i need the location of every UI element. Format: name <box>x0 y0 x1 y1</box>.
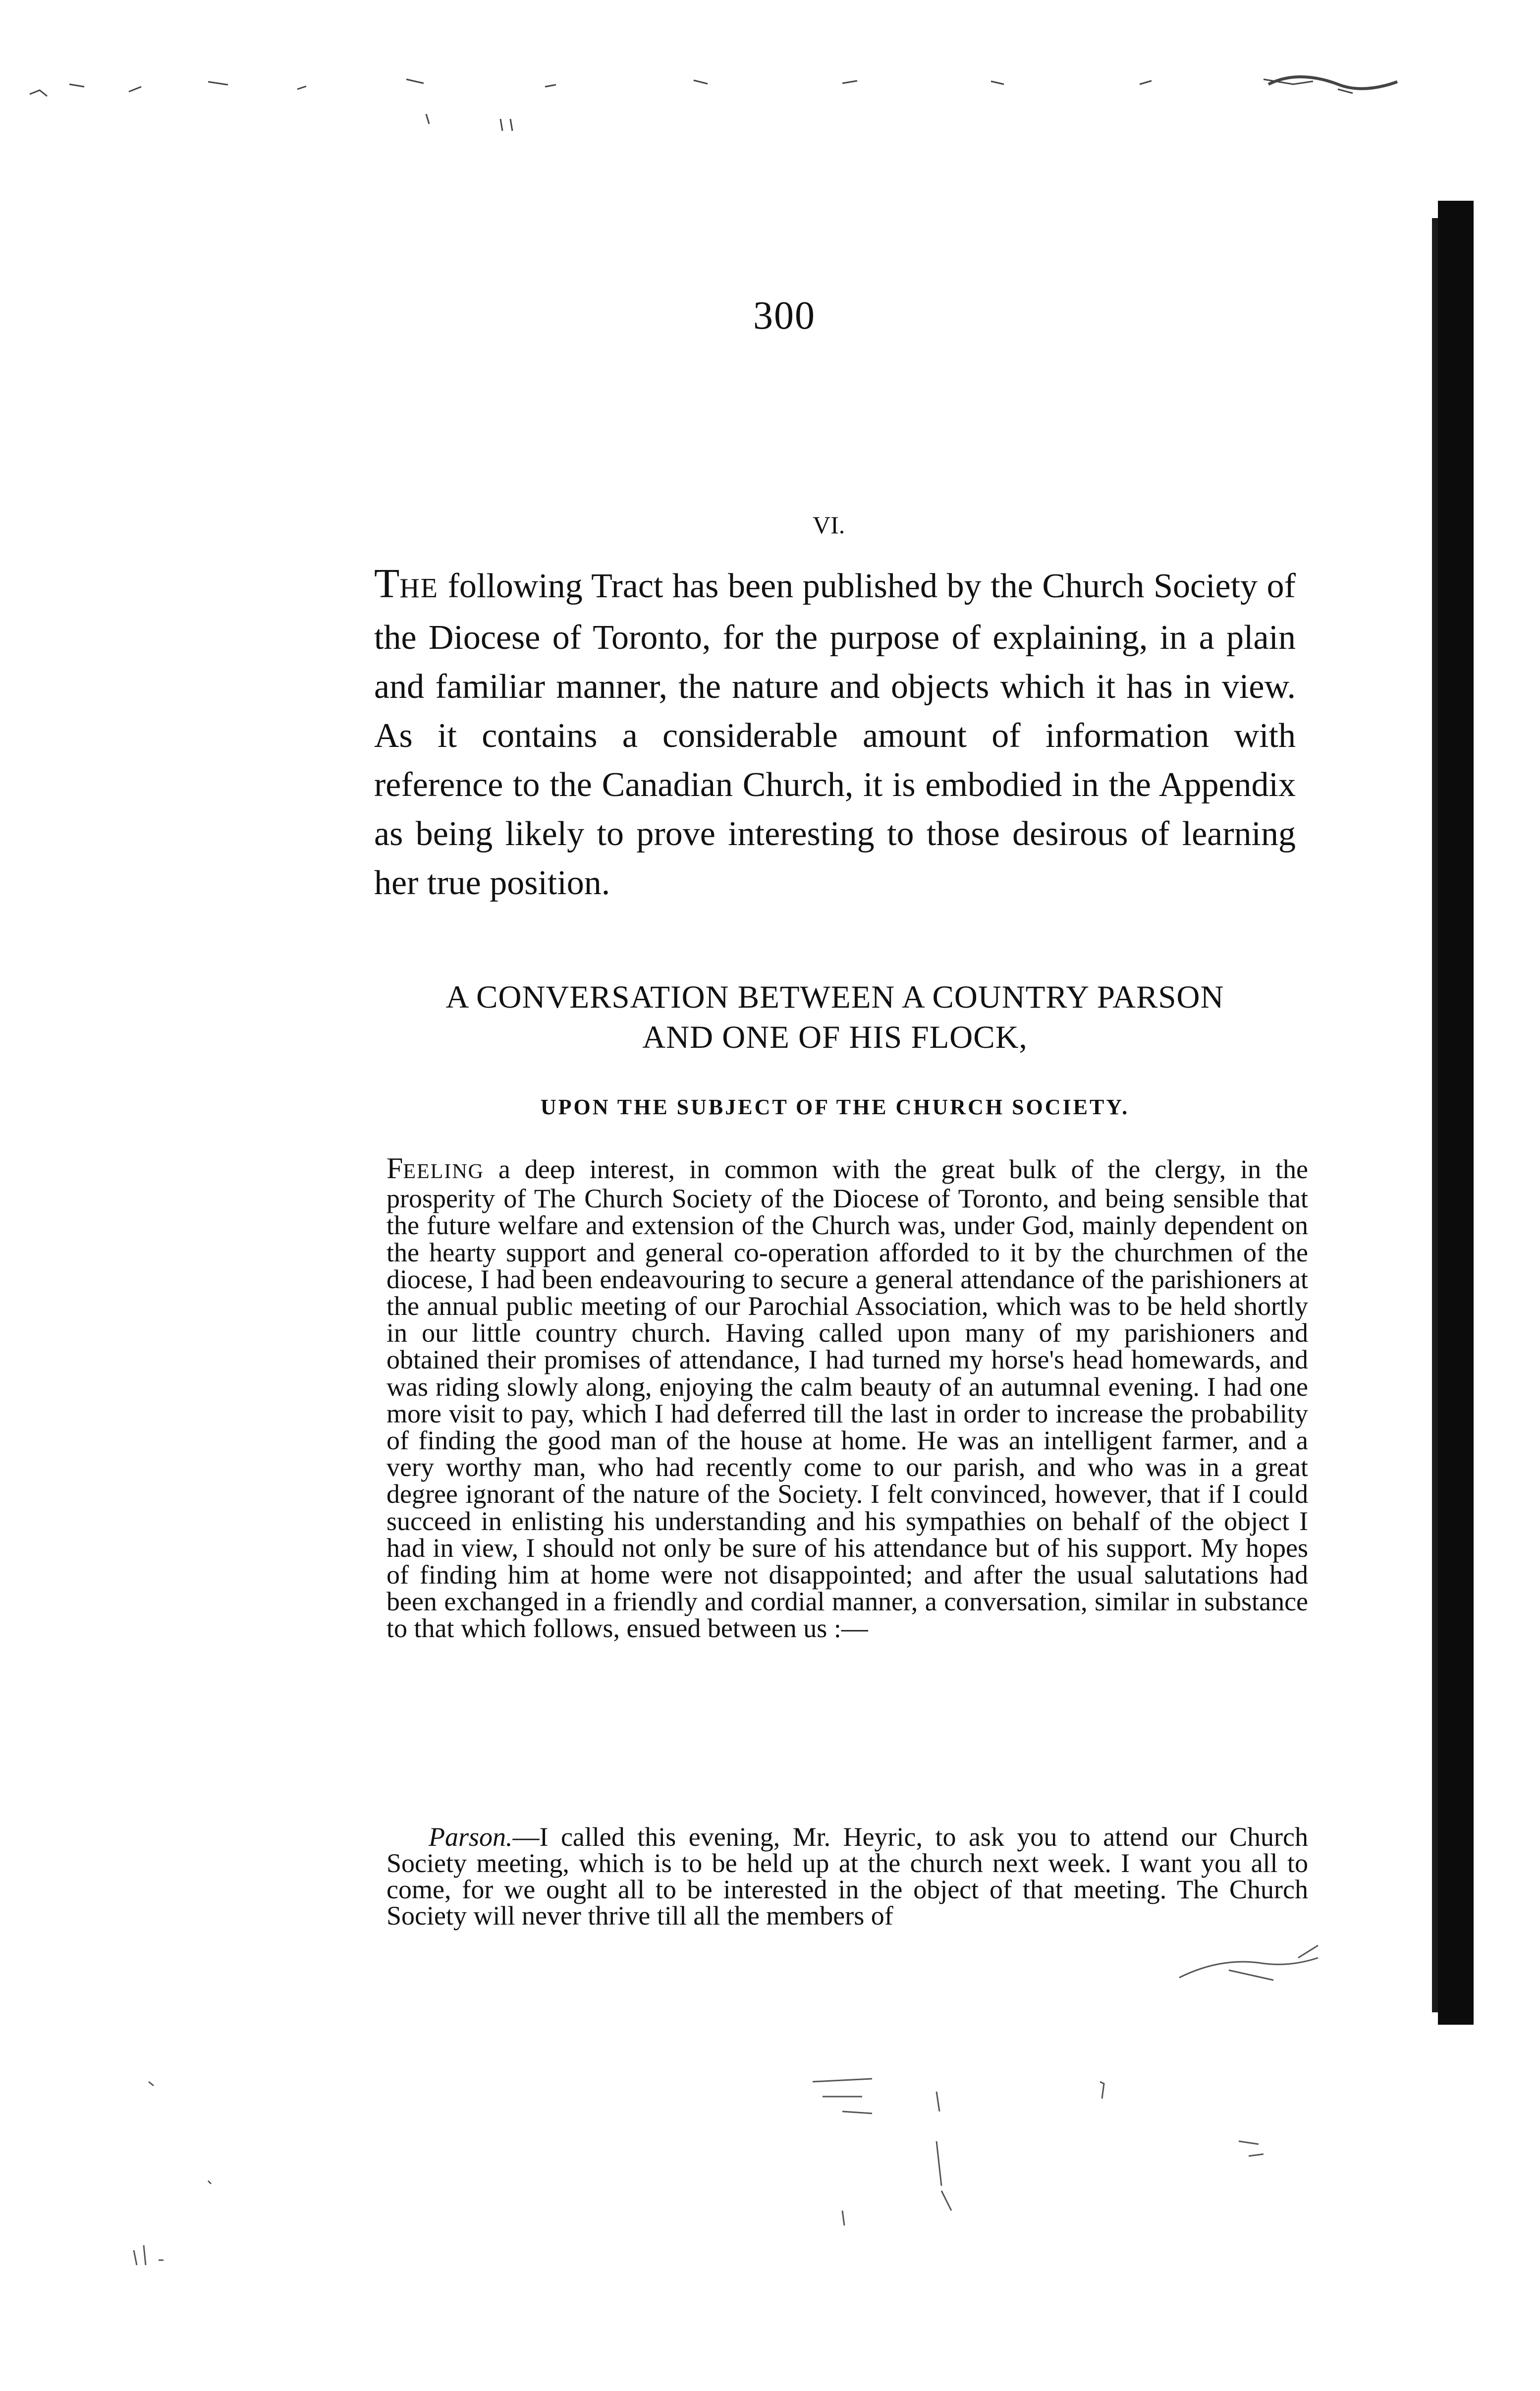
dialogue-speaker: Parson. <box>429 1822 513 1852</box>
narrative-lead-cap: F <box>386 1152 403 1185</box>
section-number: VI. <box>813 511 845 539</box>
scan-noise-top <box>0 64 1540 149</box>
narrative-paragraph <box>386 1152 1308 1644</box>
conversation-subheading: UPON THE SUBJECT OF THE CHURCH SOCIETY. <box>540 1095 1130 1119</box>
intro-text: following Tract has been published by the Church Society of the Diocese of Toronto, for the purpose of explaining, in a plain and familiar manner, the nature and objects which it has in view. As it contains a considerable amount of information with reference to the Canadian Church, it is embodied in the Appendix as being likely to prove interesting to those desirous of learning her true position. <box>374 567 1296 902</box>
intro-lead-smallcaps: HE <box>399 573 439 604</box>
dialogue-text: —I called this evening, Mr. Heyric, to ask you to attend our Church Society meeting, which is to be held up at the church next week. I want you all to come, for we ought all to be interested in the object of that meeting. The Church Society will never thrive till all the members of <box>386 1822 1308 1931</box>
intro-paragraph <box>374 559 1296 908</box>
conversation-heading-line2: AND ONE OF HIS FLOCK, <box>642 1020 1028 1055</box>
narrative-text: a deep interest, in common with the great bulk of the clergy, in the prosperity of The Church Society of the Diocese of Toronto, and being sensible that the future welfare and extension of the Church was, under God, mainly dependent on the hearty support and general co-operation afforded to it by the churchmen of the diocese, I had been endeavouring to secure a general attendance of the parishioners at the annual public meeting of our Parochial Association, which was to be held shortly in our little country church. Having called upon many of my parishioners and obtained their promises of attendance, I had turned my horse's head homewards, and was riding slowly along, enjoying the calm beauty of an autumnal evening. I had one more visit to pay, which I had deferred till the last in order to increase the probability of finding the good man of the house at home. He was an intelligent farmer, and a very worthy man, who had recently come to our parish, and who was in a great degree ignorant of the nature of the Society. I felt convinced, however, that if I could succeed in enlisting his understanding and his sympathies on behalf of the object I had in view, I should not only be sure of his attendance but of his support. My hopes of finding him at home were not disappointed; and after the usual salutations had been exchanged in a friendly and cordial manner, a conversation, similar in substance to that which follows, ensued between us :— <box>386 1154 1308 1644</box>
scan-edge-bar <box>1438 201 1474 2025</box>
conversation-heading-line1: A CONVERSATION BETWEEN A COUNTRY PARSON <box>445 979 1224 1015</box>
intro-lead-cap: T <box>374 561 400 607</box>
scan-noise-bottom <box>0 1933 1540 2330</box>
narrative-lead-smallcaps: EELING <box>403 1160 484 1183</box>
page-number: 300 <box>753 294 816 338</box>
dialogue-paragraph <box>386 1824 1308 1929</box>
